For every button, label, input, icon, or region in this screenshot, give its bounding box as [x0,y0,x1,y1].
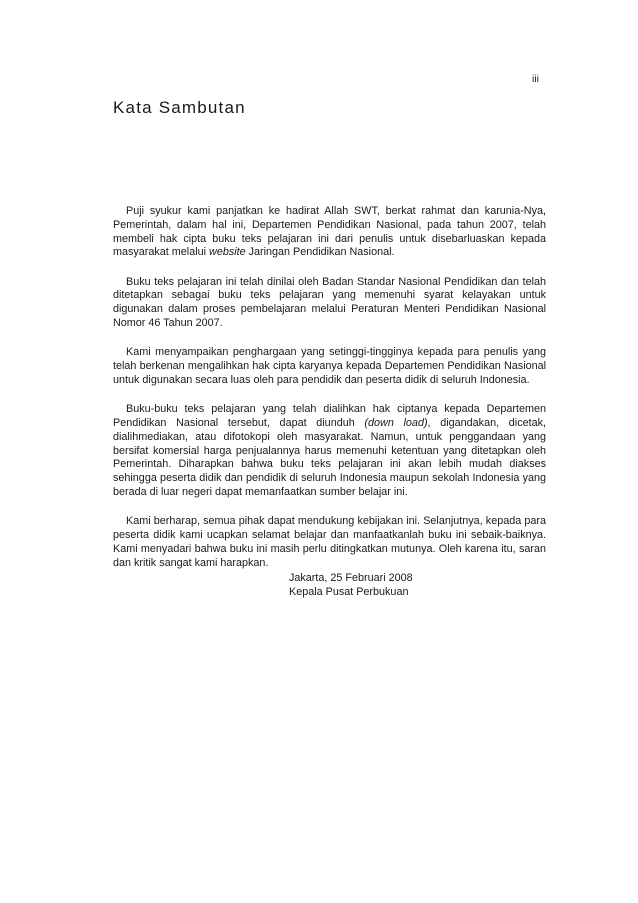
paragraph-1 [113,205,546,260]
page-number: iii [532,73,539,85]
paragraph-4-emphasis: (down load) [364,417,428,430]
page-title: Kata Sambutan [113,98,246,117]
signature-block [289,571,413,599]
paragraph-4-text-end: , digandakan, dicetak, dialihmediakan, atau difotokopi oleh masyarakat. Namun, untuk penggandaan yang bersifat komersial harga penjualannya harus memenuhi ketentuan yang ditetapkan oleh Pemerintah. Diharapkan bahwa buku teks pelajaran ini akan lebih mudah diakses sehingga peserta didik dan pendidik di seluruh Indonesia maupun sekolah Indonesia yang berada di luar negeri dapat memanfaatkan sumber belajar ini. [113,417,546,499]
paragraph-2-text: Buku teks pelajaran ini telah dinilai oleh Badan Standar Nasional Pendidikan dan telah ditetapkan sebagai buku teks pelajaran yang memenuhi syarat kelayakan untuk digunakan dalam proses pembelajaran melalui Peraturan Menteri Pendidikan Nasional Nomor 46 Tahun 2007. [113,275,546,330]
paragraph-1-emphasis: website [209,246,246,259]
paragraph-3 [113,346,546,387]
paragraph-2 [113,276,546,331]
paragraph-1-text: Puji syukur kami panjatkan ke hadirat Allah SWT, berkat rahmat dan karunia-Nya, Pemerintah, dalam hal ini, Departemen Pendidikan Nasional, pada tahun 2007, telah membeli hak cipta buku teks pelajaran ini dari penulis untuk disebarluaskan kepada masyarakat melalui [113,205,546,259]
signature-position: Kepala Pusat Perbukuan [289,586,409,598]
paragraph-1-text-end: Jaringan Pendidikan Nasional. [245,246,395,259]
signature-place-date: Jakarta, 25 Februari 2008 [289,572,413,584]
paragraph-4-text: Buku-buku teks pelajaran yang telah dialihkan hak ciptanya kepada Departemen Pendidikan Nasional tersebut, dapat diunduh [113,403,546,430]
paragraph-4 [113,403,546,500]
paragraph-5-text: Kami berharap, semua pihak dapat mendukung kebijakan ini. Selanjutnya, kepada para peserta didik kami ucapkan selamat belajar dan manfaatkanlah buku ini sebaik-baiknya. Kami menyadari bahwa buku ini masih perlu ditingkatkan mutunya. Oleh karena itu, saran dan kritik sangat kami harapkan. [113,515,546,569]
paragraph-3-text: Kami menyampaikan penghargaan yang setinggi-tingginya kepada para penulis yang telah berkenan mengalihkan hak cipta karyanya kepada Departemen Pendidikan Nasional untuk digunakan secara luas oleh para pendidik dan peserta didik di seluruh Indonesia. [113,346,546,386]
body-text [113,205,546,571]
paragraph-5 [113,515,546,570]
